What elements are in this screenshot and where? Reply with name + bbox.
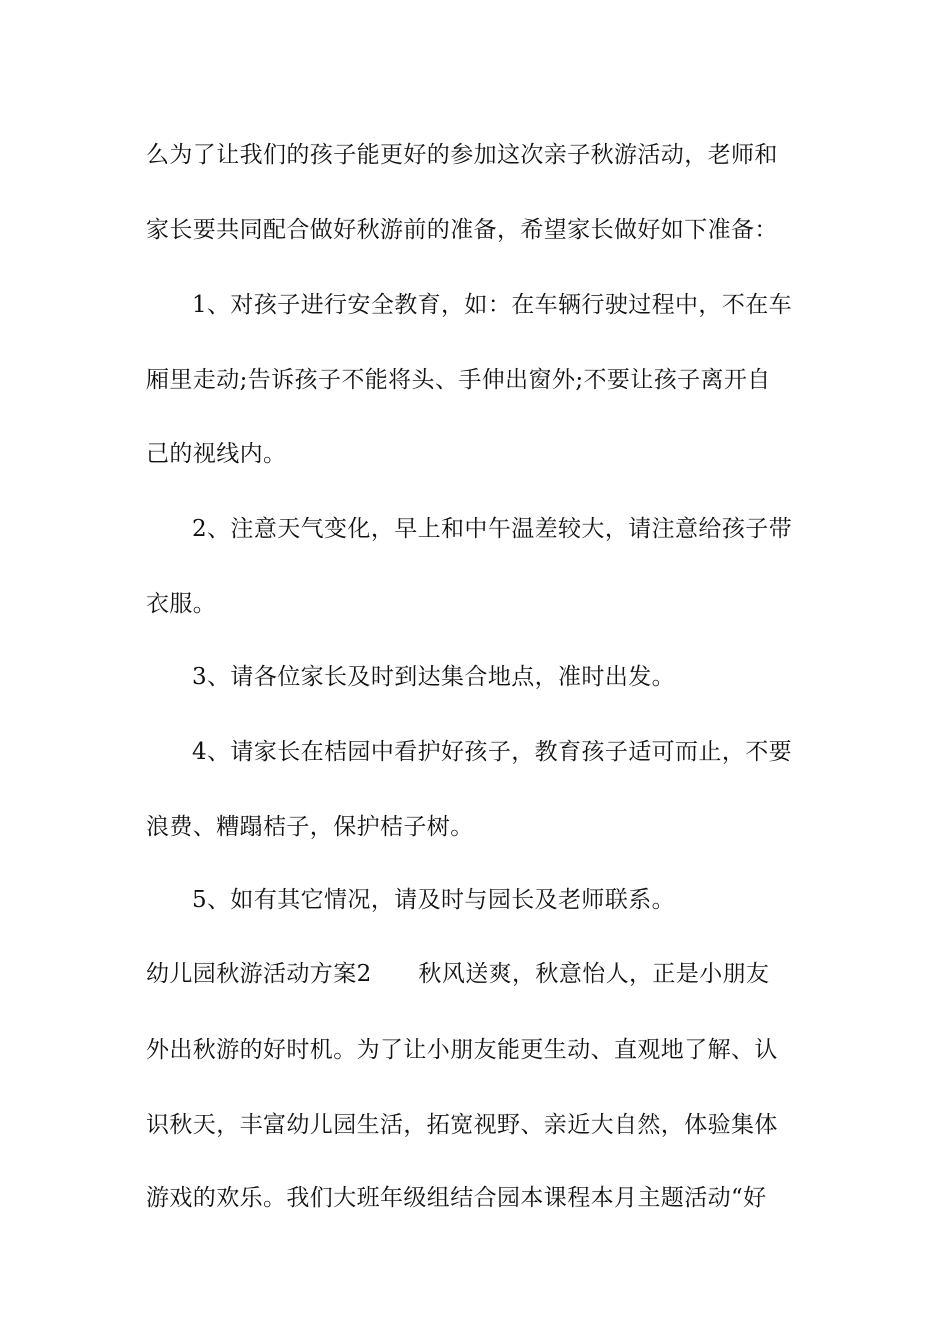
paragraph-line: 识秋天，丰富幼儿园生活，拓宽视野、亲近大自然，体验集体: [146, 1112, 778, 1138]
paragraph-line: 外出秋游的好时机。为了让小朋友能更生动、直观地了解、认: [146, 1037, 778, 1063]
list-item-3-line: 3、请各位家长及时到达集合地点，准时出发。: [192, 664, 676, 690]
list-item-4-line: 浪费、糟蹋桔子，保护桔子树。: [146, 814, 474, 840]
paragraph-line: 家长要共同配合做好秋游前的准备，希望家长做好如下准备：: [146, 217, 778, 243]
list-item-4-line: 4、请家长在桔园中看护好孩子，教育孩子适可而止，不要: [192, 739, 793, 765]
list-item-2-line: 衣服。: [146, 591, 217, 617]
list-item-1-line: 1、对孩子进行安全教育，如：在车辆行驶过程中，不在车: [192, 292, 793, 318]
list-item-2-line: 2、注意天气变化，早上和中午温差较大，请注意给孩子带: [192, 516, 793, 542]
list-item-1-line: 己的视线内。: [146, 441, 287, 467]
paragraph-line: 么为了让我们的孩子能更好的参加这次亲子秋游活动，老师和: [146, 142, 778, 168]
list-item-5-line: 5、如有其它情况，请及时与园长及老师联系。: [192, 887, 676, 913]
paragraph-line: 游戏的欢乐。我们大班年级组结合园本课程本月主题活动“好: [146, 1185, 767, 1211]
list-item-1-line: 厢里走动;告诉孩子不能将头、手伸出窗外;不要让孩子离开自: [146, 367, 771, 393]
section-heading-line: 幼儿园秋游活动方案2 秋风送爽，秋意怡人，正是小朋友: [146, 961, 770, 987]
